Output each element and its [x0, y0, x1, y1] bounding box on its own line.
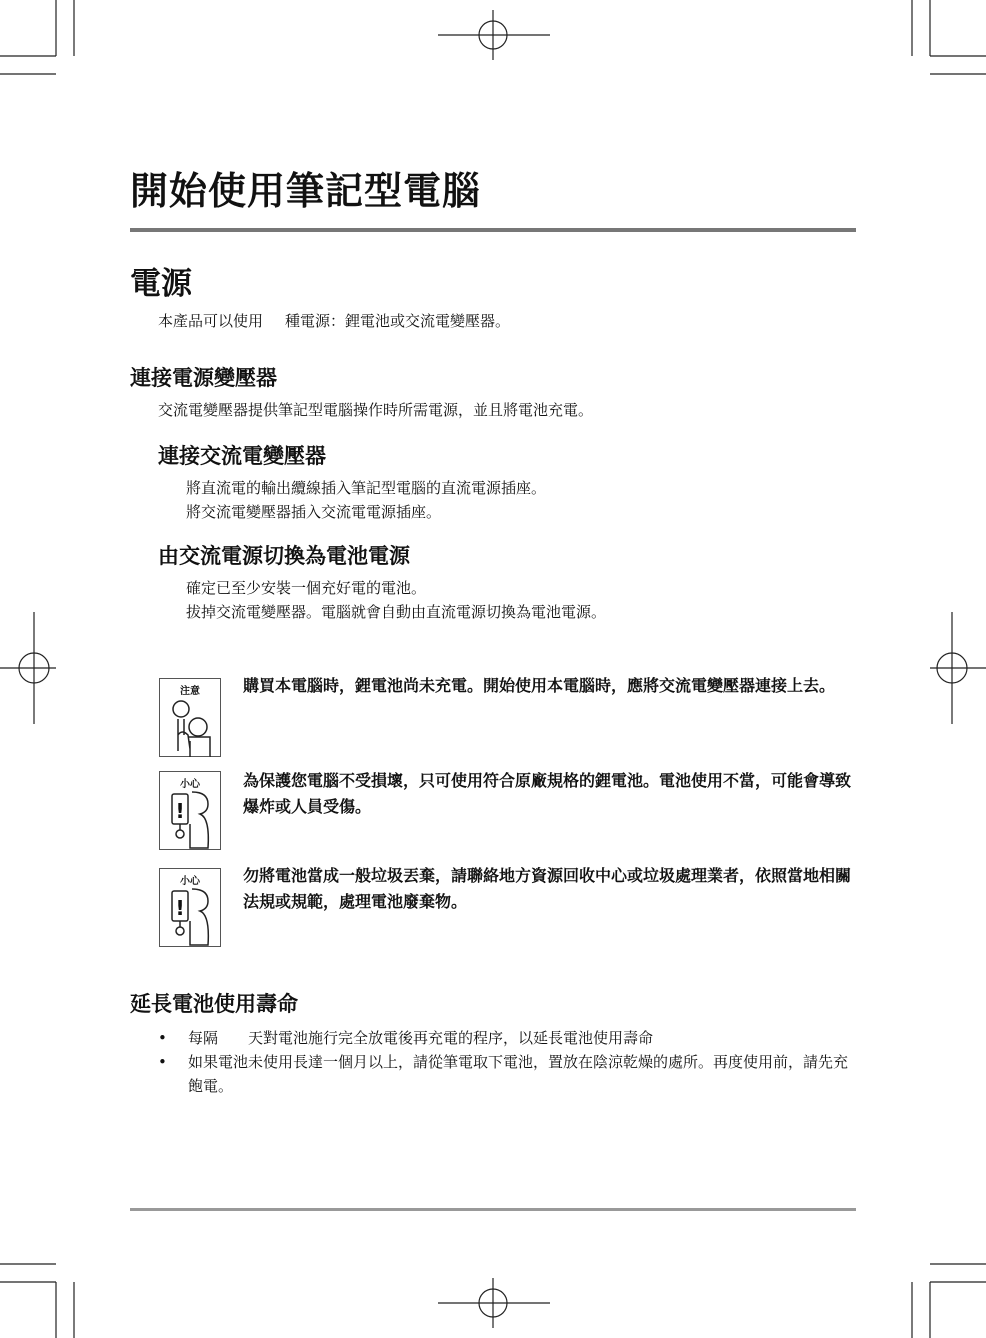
intro-text	[158, 308, 510, 334]
svg-text:!: !	[175, 799, 185, 823]
switch-battery-step-2: 拔掉交流電變壓器。電腦就會自動由直流電源切換為電池電源。	[186, 603, 607, 621]
battery-life-title: 延長電池使用壽命	[130, 992, 298, 1016]
page-title: 開始使用筆記型電腦	[130, 169, 482, 213]
caution-label-1: 小心	[180, 779, 200, 790]
subsection-title-connect-ac: 連接交流電變壓器	[158, 444, 326, 468]
switch-battery-step-1: 確定已至少安裝一個充好電的電池。	[186, 579, 427, 597]
title-divider	[130, 228, 856, 232]
caution-box-1	[159, 771, 221, 850]
svg-text:!: !	[175, 896, 185, 920]
bullet-dot: •	[158, 1029, 167, 1047]
caution-box-2	[159, 868, 221, 947]
subsection-title-adapter: 連接電源變壓器	[130, 366, 277, 390]
section-title: 電源	[130, 266, 192, 302]
connect-ac-step-2: 將交流電變壓器插入交流電電源插座。	[186, 503, 442, 521]
list-item	[158, 1050, 856, 1098]
subsection-title-switch-battery: 由交流電源切換為電池電源	[158, 544, 410, 568]
caution-text-2: 勿將電池當成一般垃圾丟棄，請聯絡地方資源回收中心或垃圾處理業者，依照當地相關法規或規範，處理電池廢棄物。	[243, 866, 852, 911]
connect-ac-step-1: 將直流電的輸出纜線插入筆記型電腦的直流電源插座。	[186, 479, 547, 497]
note-box	[159, 678, 221, 757]
bullet-1-before: 每隔	[188, 1029, 219, 1047]
footer-divider	[130, 1208, 856, 1211]
caution-exclamation-icon	[160, 772, 222, 851]
list-item	[158, 1026, 856, 1050]
bullet-2-text: 如果電池未使用長達一個月以上，請從筆電取下電池，置放在陰涼乾燥的處所。再度使用前，請先充飽電。	[188, 1053, 849, 1095]
adapter-text: 交流電變壓器提供筆記型電腦操作時所需電源，並且將電池充電。	[158, 401, 594, 419]
intro-after: 種電源：鋰電池或交流電變壓器。	[285, 312, 511, 330]
bullet-dot: •	[158, 1053, 167, 1071]
bullet-1-after: 天對電池施行完全放電後再充電的程序，以延長電池使用壽命	[248, 1029, 654, 1047]
caution-label-2: 小心	[180, 876, 200, 887]
battery-life-list	[158, 1026, 856, 1098]
caution-exclamation-icon	[160, 869, 222, 948]
note-text: 購買本電腦時，鋰電池尚未充電。開始使用本電腦時，應將交流電變壓器連接上去。	[243, 676, 836, 695]
caution-text-1: 為保護您電腦不受損壞，只可使用符合原廠規格的鋰電池。電池使用不當，可能會導致爆炸或人員受傷。	[243, 771, 852, 816]
intro-before: 本產品可以使用	[158, 312, 264, 330]
note-label: 注意	[180, 686, 200, 697]
note-person-icon	[160, 679, 222, 758]
